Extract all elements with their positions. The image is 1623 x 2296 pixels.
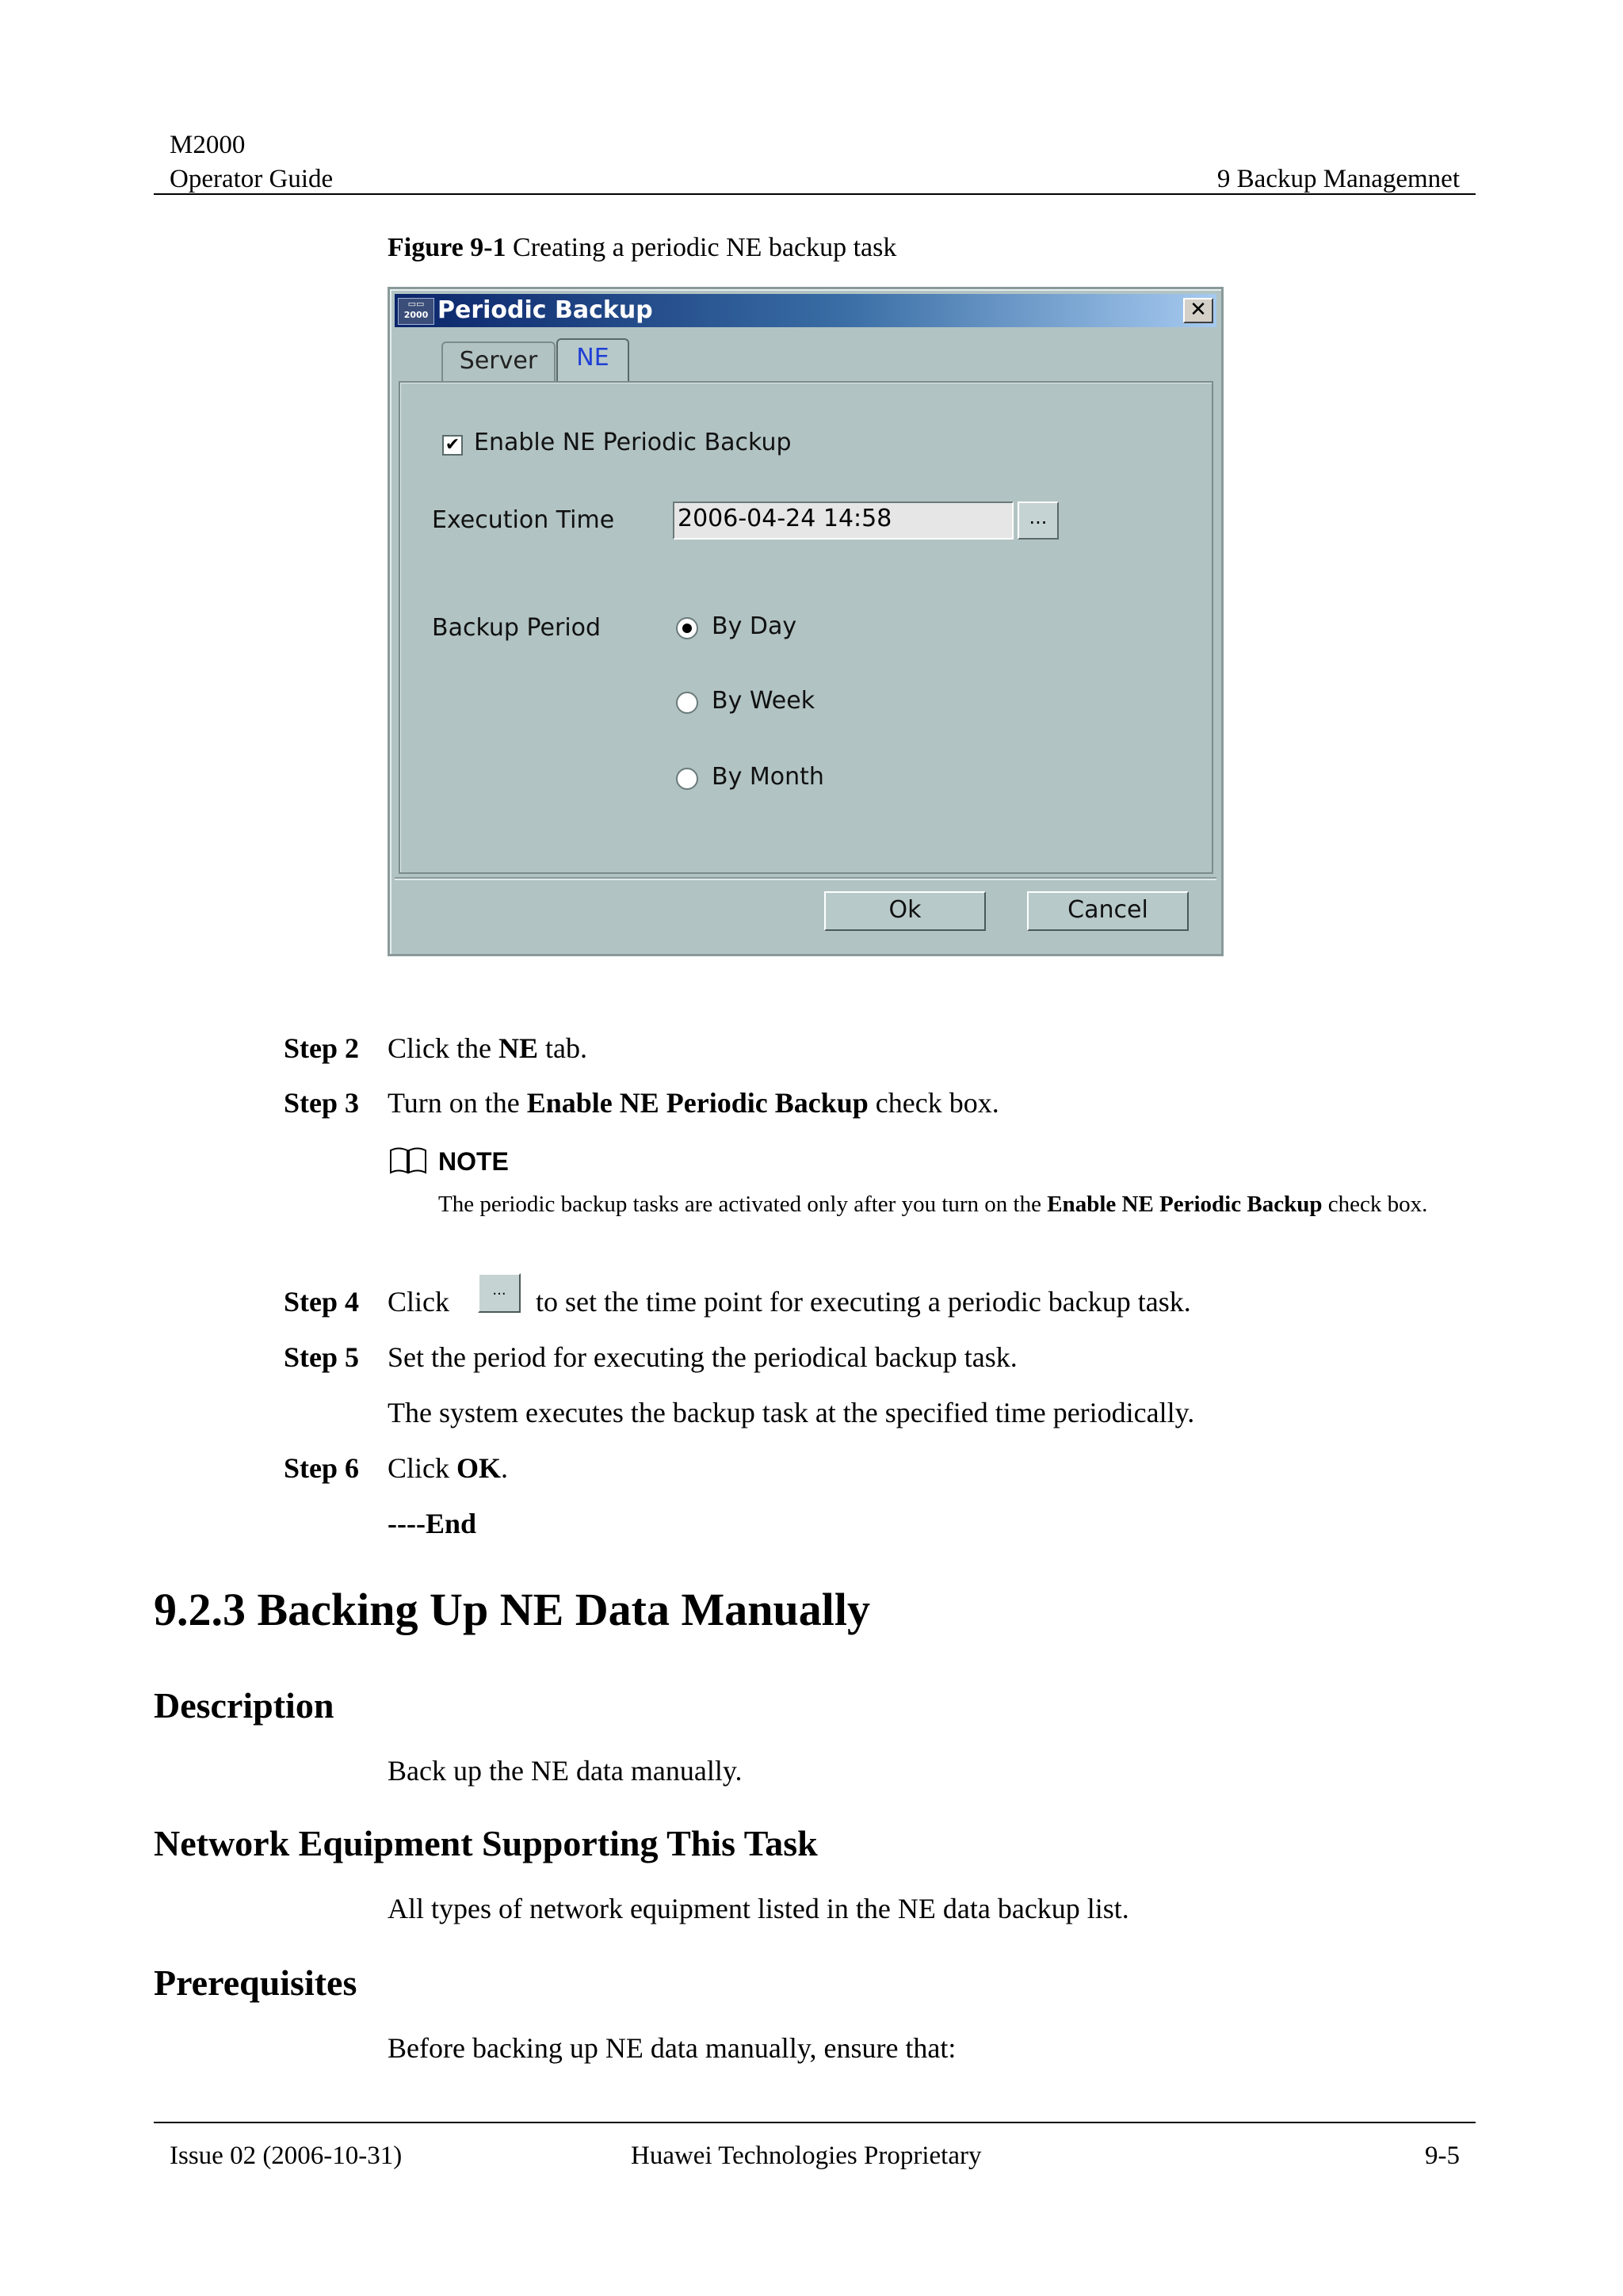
footer-company: Huawei Technologies Proprietary [631, 2142, 982, 2170]
footer-rule [154, 2122, 1476, 2123]
radio-by-month[interactable] [676, 768, 698, 790]
step-4-text: to set the time point for executing a periodic backup task. [536, 1286, 1191, 1318]
step-3-text: Turn on the Enable NE Periodic Backup check box. [388, 1087, 999, 1119]
radio-by-month-label: By Month [712, 763, 824, 791]
prerequisites-text: Before backing up NE data manually, ensure that: [388, 2032, 957, 2064]
step-6-number: Step 6 [284, 1452, 360, 1484]
tab-ne[interactable]: NE [556, 338, 629, 381]
step-5-number: Step 5 [284, 1341, 360, 1373]
dialog-titlebar [395, 294, 1216, 327]
footer-issue: Issue 02 (2006-10-31) [170, 2142, 403, 2170]
radio-by-week-label: By Week [712, 687, 815, 715]
footer-page-number: 9-5 [1425, 2142, 1460, 2170]
step-5-detail: The system executes the backup task at the specified time periodically. [388, 1397, 1195, 1428]
note-book-icon [388, 1146, 428, 1176]
browse-button-illustration: ... [478, 1273, 521, 1313]
execution-time-browse-button[interactable]: ... [1018, 502, 1059, 540]
network-equipment-text: All types of network equipment listed in the NE data backup list. [388, 1893, 1129, 1924]
header-rule [154, 193, 1476, 195]
note-heading: NOTE [438, 1147, 509, 1176]
execution-time-field[interactable]: 2006-04-24 14:58 [673, 502, 1014, 540]
enable-ne-periodic-backup-checkbox[interactable]: ✔ [442, 435, 463, 456]
figure-caption [388, 233, 896, 263]
m2000-app-icon: ▭▭ 2000 [398, 298, 434, 325]
radio-by-day[interactable] [676, 617, 698, 639]
figure-caption-text: Creating a periodic NE backup task [513, 233, 897, 262]
periodic-backup-dialog [388, 287, 1224, 956]
dialog-separator [395, 877, 1216, 879]
steps-end-marker: ----End [388, 1508, 477, 1539]
header-doc-title: Operator Guide [170, 165, 334, 193]
close-icon[interactable]: ✕ [1183, 298, 1213, 323]
step-4-number: Step 4 [284, 1286, 360, 1318]
figure-label: Figure 9-1 [388, 233, 506, 262]
ok-button[interactable]: Ok [824, 891, 986, 931]
description-heading: Description [154, 1685, 334, 1726]
network-equipment-heading: Network Equipment Supporting This Task [154, 1823, 818, 1863]
cancel-button[interactable]: Cancel [1027, 891, 1189, 931]
radio-by-week[interactable] [676, 692, 698, 714]
step-5-text: Set the period for executing the periodical backup task. [388, 1341, 1018, 1373]
prerequisites-heading: Prerequisites [154, 1962, 357, 2003]
step-4-click: Click [388, 1286, 449, 1318]
backup-period-label: Backup Period [432, 614, 601, 642]
tab-server[interactable]: Server [441, 341, 556, 381]
step-6-text: Click OK. [388, 1452, 509, 1484]
header-chapter: 9 Backup Managemnet [1216, 165, 1460, 193]
step-2-number: Step 2 [284, 1032, 360, 1064]
step-3-number: Step 3 [284, 1087, 360, 1119]
radio-by-day-label: By Day [712, 612, 797, 640]
section-title: 9.2.3 Backing Up NE Data Manually [154, 1584, 870, 1635]
enable-ne-periodic-backup-label: Enable NE Periodic Backup [474, 429, 792, 456]
note-body: The periodic backup tasks are activated only after you turn on the Enable NE Periodic Backup check box. [438, 1192, 1428, 1217]
step-2-text: Click the NE tab. [388, 1032, 587, 1064]
execution-time-label: Execution Time [432, 506, 615, 534]
description-text: Back up the NE data manually. [388, 1755, 743, 1787]
header-product: M2000 [170, 131, 246, 159]
dialog-title: Periodic Backup [437, 296, 653, 324]
